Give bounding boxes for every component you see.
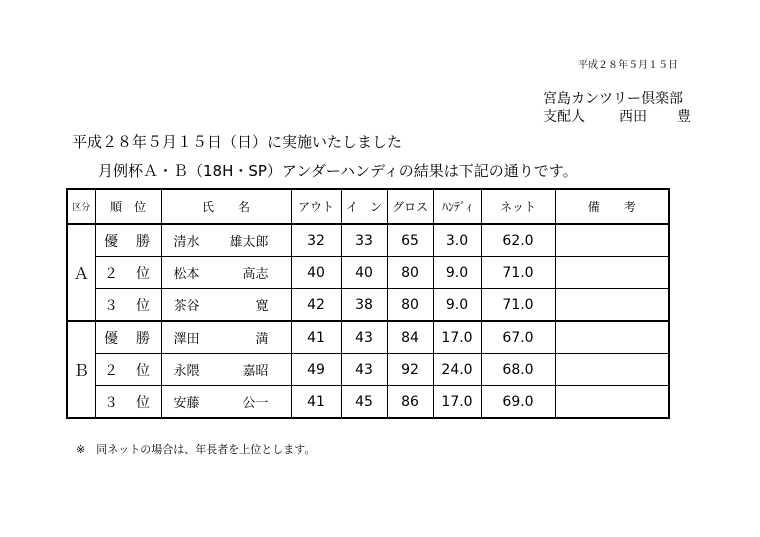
- net-cell: 62.0: [481, 224, 555, 257]
- club-name: 宮島カンツリー倶楽部: [543, 91, 683, 107]
- notice-date: 平成２８年５月１５日: [578, 60, 678, 71]
- results-table: [66, 188, 670, 419]
- out-cell: 49: [291, 354, 341, 386]
- header-row: [67, 189, 669, 224]
- table-row: [67, 224, 669, 257]
- out-cell: 41: [291, 386, 341, 419]
- net-cell: 67.0: [481, 321, 555, 354]
- in-cell: 45: [341, 386, 387, 419]
- table-row: [67, 289, 669, 322]
- player-name-cell: 澤田 満: [161, 321, 291, 354]
- class-b-cell: Ｂ: [67, 321, 95, 418]
- gross-cell: 80: [387, 257, 433, 289]
- in-cell: 43: [341, 321, 387, 354]
- gross-cell: 80: [387, 289, 433, 322]
- header-out: アウト: [291, 189, 341, 224]
- player-name-cell: 永隈 嘉昭: [161, 354, 291, 386]
- rank-cell: ２ 位: [95, 354, 161, 386]
- handicap-cell: 3.0: [433, 224, 481, 257]
- signer: [543, 106, 691, 126]
- remarks-cell: [555, 257, 669, 289]
- rank-cell: ２ 位: [95, 257, 161, 289]
- out-cell: 40: [291, 257, 341, 289]
- table-row: [67, 257, 669, 289]
- rank-cell: ３ 位: [95, 386, 161, 419]
- net-cell: 69.0: [481, 386, 555, 419]
- header-name: 氏 名: [161, 189, 291, 224]
- gross-cell: 65: [387, 224, 433, 257]
- header-gross: グロス: [387, 189, 433, 224]
- remarks-cell: [555, 289, 669, 322]
- net-cell: 68.0: [481, 354, 555, 386]
- in-cell: 43: [341, 354, 387, 386]
- remarks-cell: [555, 321, 669, 354]
- handicap-cell: 9.0: [433, 289, 481, 322]
- table-row: [67, 386, 669, 419]
- handicap-cell: 17.0: [433, 386, 481, 419]
- player-name-cell: 茶谷 寛: [161, 289, 291, 322]
- handicap-cell: 9.0: [433, 257, 481, 289]
- intro-text: 平成２８年５月１５日（日）に実施いたしました: [72, 133, 403, 151]
- class-a-cell: Ａ: [67, 224, 95, 321]
- header-in: イ ン: [341, 189, 387, 224]
- net-cell: 71.0: [481, 289, 555, 322]
- table-row: [67, 321, 669, 354]
- remarks-cell: [555, 224, 669, 257]
- rank-cell: 優 勝: [95, 224, 161, 257]
- in-cell: 33: [341, 224, 387, 257]
- in-cell: 38: [341, 289, 387, 322]
- remarks-cell: [555, 354, 669, 386]
- signer-given: 豊: [677, 109, 691, 125]
- header-net: ネット: [481, 189, 555, 224]
- header-kubun: 区分: [67, 189, 95, 224]
- out-cell: 42: [291, 289, 341, 322]
- handicap-cell: 17.0: [433, 321, 481, 354]
- header-handicap: ﾊﾝﾃﾞｨ: [433, 189, 481, 224]
- in-cell: 40: [341, 257, 387, 289]
- signer-surname: 西田: [619, 109, 647, 125]
- footnote: ※ 同ネットの場合は、年長者を上位とします。: [76, 443, 316, 456]
- remarks-cell: [555, 386, 669, 419]
- header-rank: 順 位: [95, 189, 161, 224]
- player-name-cell: 松本 高志: [161, 257, 291, 289]
- gross-cell: 92: [387, 354, 433, 386]
- out-cell: 41: [291, 321, 341, 354]
- signer-title: 支配人: [543, 109, 585, 125]
- net-cell: 71.0: [481, 257, 555, 289]
- rank-cell: 優 勝: [95, 321, 161, 354]
- gross-cell: 84: [387, 321, 433, 354]
- player-name-cell: 安藤 公一: [161, 386, 291, 419]
- header-remarks: 備 考: [555, 189, 669, 224]
- player-name-cell: 清水 雄太郎: [161, 224, 291, 257]
- handicap-cell: 24.0: [433, 354, 481, 386]
- gross-cell: 86: [387, 386, 433, 419]
- rank-cell: ３ 位: [95, 289, 161, 322]
- table-row: [67, 354, 669, 386]
- headline-text: 月例杯Ａ・Ｂ（18H・SP）アンダーハンディの結果は下記の通りです。: [98, 162, 578, 180]
- out-cell: 32: [291, 224, 341, 257]
